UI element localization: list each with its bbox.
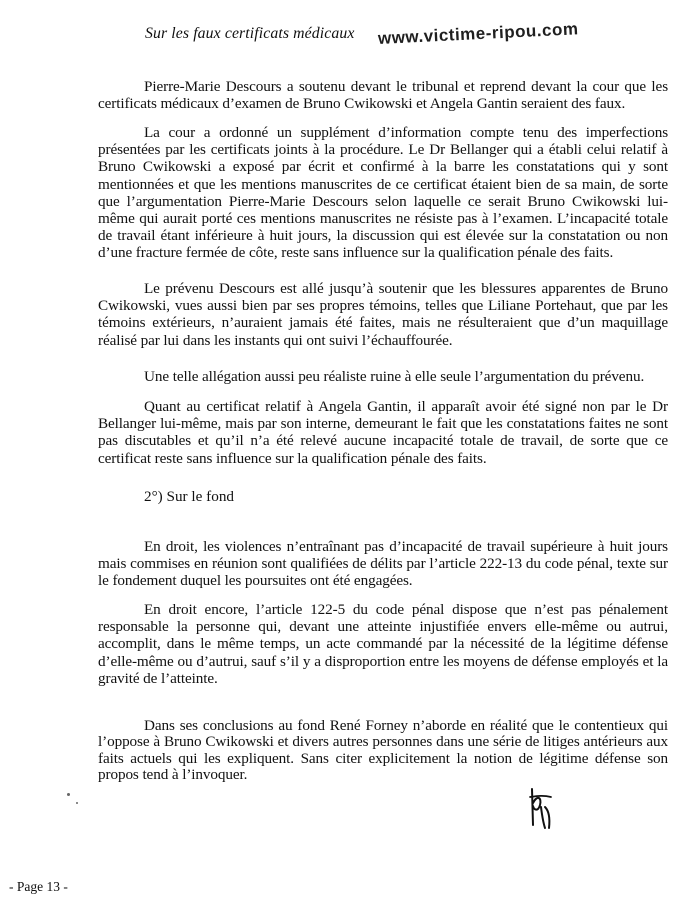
paragraph-droit-violences: En droit, les violences n’entraînant pas d’incapacité de travail supérieure à huit jours mais commises en réunion sont qualifiées de délits par l’article 222-13 du code pénal, texte sur le fondement duquel les poursuites ont été engagées. [98, 538, 668, 590]
paragraph-certificat-gantin: Quant au certificat relatif à Angela Gantin, il apparaît avoir été signé non par le Dr Bellanger lui-même, mais par son interne, demeurant le fait que les constatations faites ne sont pas discutables et qu’il n’a été relevé aucune incapacité totale de travail, de sorte que ce certificat reste sans influence sur la qualification pénale des faits. [98, 398, 668, 467]
scan-speck [76, 802, 78, 804]
scan-speck [67, 793, 70, 796]
website-watermark: www.victime-ripou.com [377, 19, 579, 48]
paragraph-allegation: Une telle allégation aussi peu réaliste ruine à elle seule l’argumentation du prévenu. [144, 368, 645, 385]
paragraph-conclusions-forney: Dans ses conclusions au fond René Forney n’aborde en réalité que le contentieux qui l’oppose à Bruno Cwikowski et divers autres personnes dans une série de litiges antérieurs aux faits actuels qui les expliquent. Sans citer explicitement la notion de légitime défense son propos tend à l’invoquer. [98, 717, 668, 784]
paragraph-droit-legitime-defense: En droit encore, l’article 122-5 du code pénal dispose que n’est pas pénalement responsable la personne qui, devant une atteinte injustifiée envers elle-même ou autrui, accomplit, dans le même temps, un acte commandé par la nécessité de la légitime défense d’elle-même ou d’autrui, sauf s’il y a disproportion entre les moyens de défense employés et la gravité de l’atteinte. [98, 601, 668, 687]
paragraph-supplement-information: La cour a ordonné un supplément d’information compte tenu des imperfections présentées par les certificats joints à la procédure. Le Dr Bellanger qui a établi celui relatif à Bruno Cwikowski a exposé par écrit et confirmé à la barre les constatations qui y sont mentionnées et que les mentions manuscrites de ce certificat étaient bien de sa main, de sorte que l’argumentation Pierre-Marie Descours selon laquelle ce serait Bruno Cwikowski lui-même qui aurait porté ces mentions manuscrites ne résiste pas à l’examen. L’incapacité totale de travail étant inférieure à huit jours, la discussion qui est élevée sur la constatation ou non d’une fracture fermée de côte, reste sans influence sur la qualification pénale des faits. [98, 124, 668, 262]
paragraph-blessures-apparentes: Le prévenu Descours est allé jusqu’à soutenir que les blessures apparentes de Bruno Cwikowski, vues aussi bien par ses propres témoins, telles que Liliane Portehaut, que par les témoins extérieurs, n’auraient jamais été faites, mais ne résulteraient que d’un maquillage réalisé par lui dans les instants qui ont suivi l’échauffourée. [98, 280, 668, 349]
paragraph-descours-claim: Pierre-Marie Descours a soutenu devant le tribunal et reprend devant la cour que les certificats médicaux d’examen de Bruno Cwikowski et Angela Gantin seraient des faux. [98, 78, 668, 113]
section-title: Sur les faux certificats médicaux [145, 25, 355, 42]
subheading-sur-le-fond: 2°) Sur le fond [144, 488, 235, 505]
page-number: - Page 13 - [9, 879, 68, 894]
signature-initials-icon [527, 785, 555, 831]
